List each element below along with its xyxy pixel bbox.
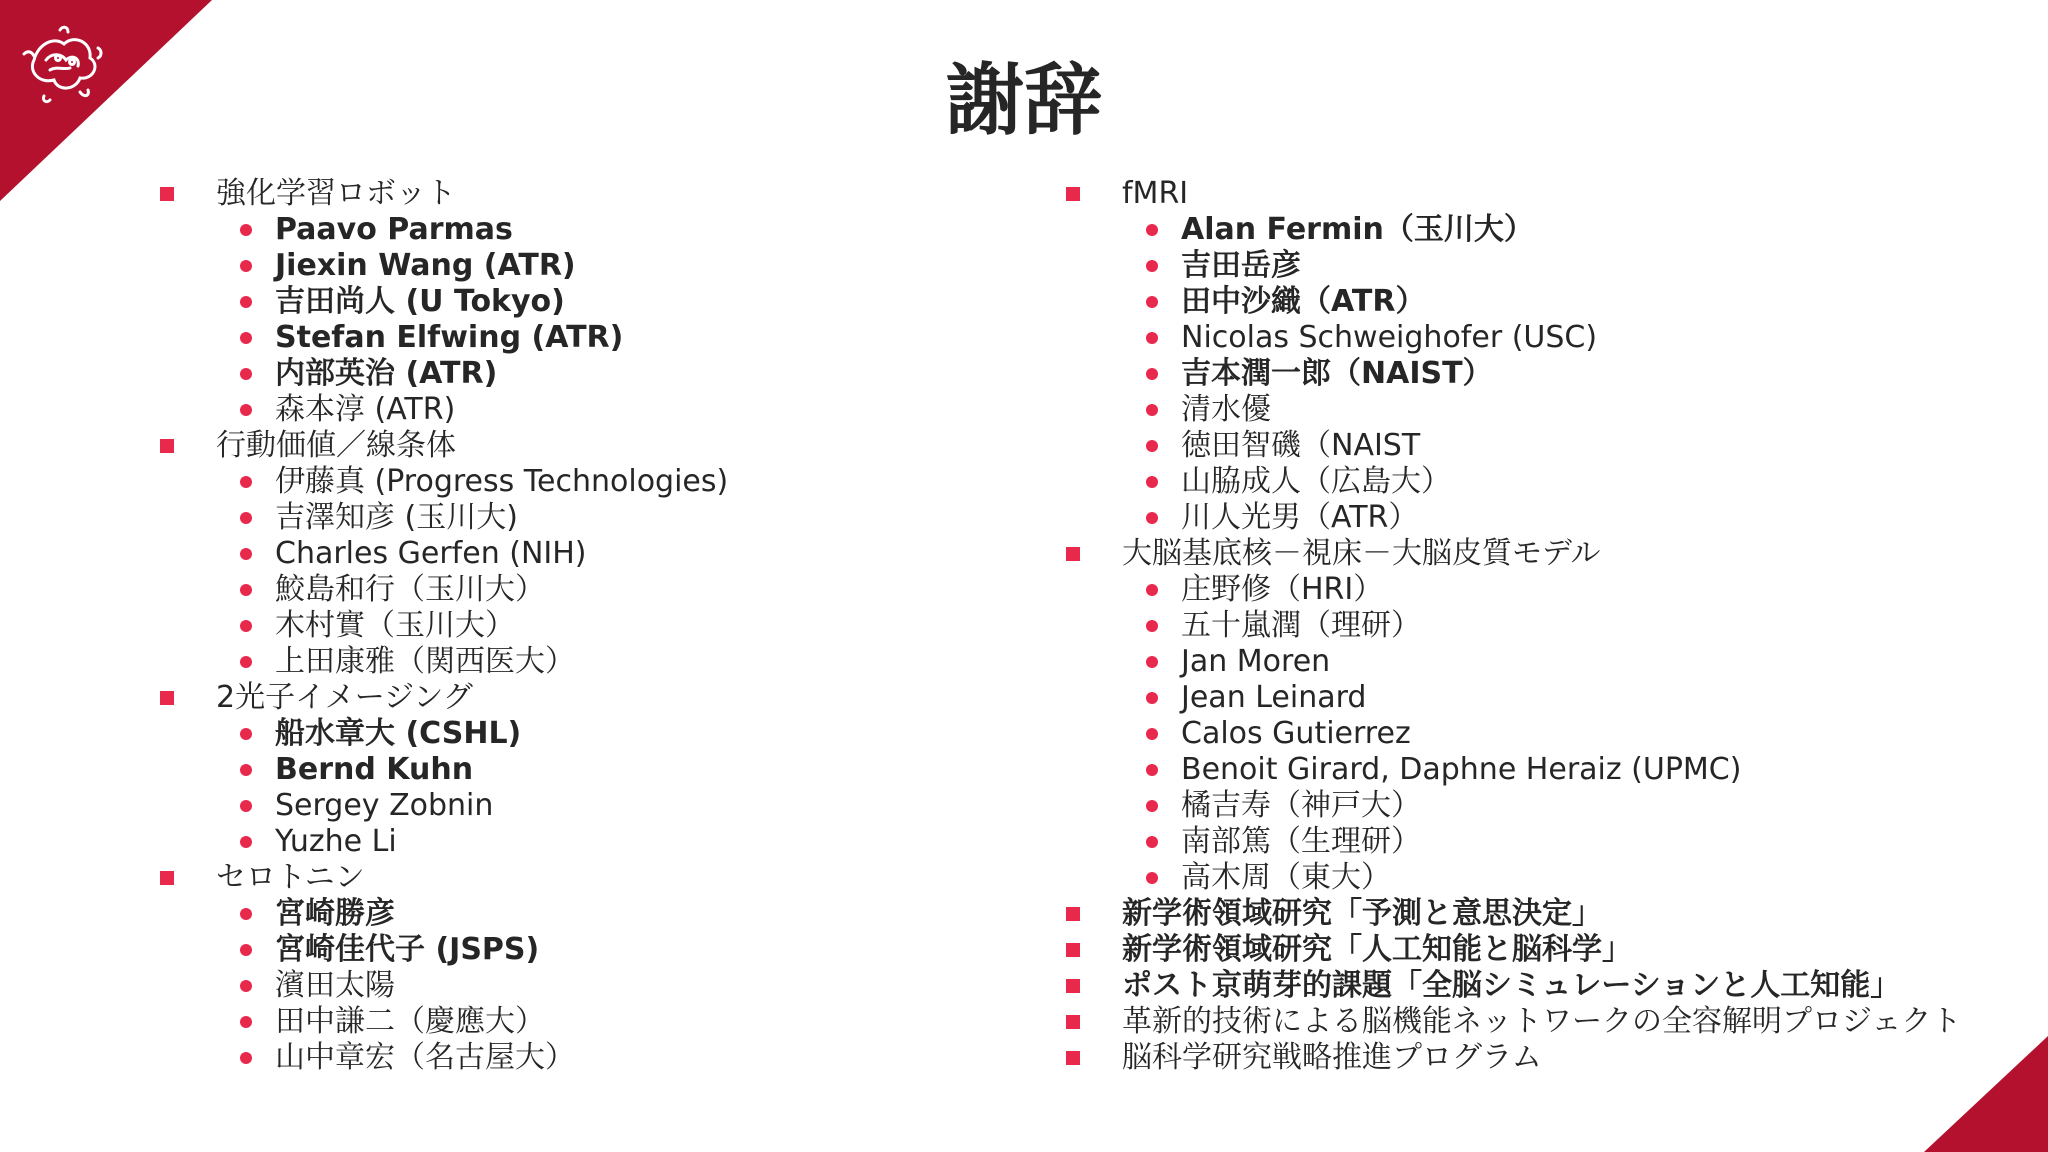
project-heading-text: 新学術領域研究「予測と意思決定」: [1122, 896, 1602, 931]
section: [1066, 176, 2026, 536]
round-bullet-icon: [240, 764, 252, 776]
square-bullet-icon: [1066, 1051, 1080, 1065]
list-item: [1146, 680, 2026, 716]
list-item-text: Benoit Girard, Daphne Heraiz (UPMC): [1181, 752, 1742, 787]
section-heading-text: fMRI: [1122, 176, 1189, 211]
section-heading-text: 大脳基底核－視床－大脳皮質モデル: [1122, 536, 1601, 571]
list-item: [240, 248, 1040, 284]
project-heading-text: 革新的技術による脳機能ネットワークの全容解明プロジェクト: [1122, 1004, 1962, 1039]
project-heading-text: ポスト京萌芽的課題「全脳シミュレーションと人工知能」: [1122, 968, 1901, 1003]
square-bullet-icon: [160, 439, 174, 453]
round-bullet-icon: [240, 224, 252, 236]
list-item-text: 徳田智磯（NAIST: [1181, 428, 1421, 463]
round-bullet-icon: [1146, 728, 1158, 740]
round-bullet-icon: [240, 584, 252, 596]
section: [160, 860, 1040, 1076]
round-bullet-icon: [240, 512, 252, 524]
list-item-text: Alan Fermin（玉川大）: [1181, 212, 1534, 247]
list-item: [240, 644, 1040, 680]
list-item: [1146, 320, 2026, 356]
round-bullet-icon: [240, 656, 252, 668]
round-bullet-icon: [240, 800, 252, 812]
round-bullet-icon: [240, 728, 252, 740]
round-bullet-icon: [240, 260, 252, 272]
list-item-text: 木村實（玉川大）: [275, 608, 515, 643]
list-item-text: 五十嵐潤（理研）: [1181, 608, 1421, 643]
section-heading: [160, 428, 1040, 464]
section: [1066, 536, 2026, 896]
list-item-text: 橘吉寿（神戸大）: [1181, 788, 1421, 823]
list-item-text: 鮫島和行（玉川大）: [275, 572, 545, 607]
list-item-text: 吉澤知彦 (玉川大): [275, 500, 518, 535]
round-bullet-icon: [240, 1016, 252, 1028]
round-bullet-icon: [240, 368, 252, 380]
list-item-text: 庄野修（HRI）: [1181, 572, 1384, 607]
section-heading: [160, 176, 1040, 212]
list-item: [240, 320, 1040, 356]
list-item-text: 船水章大 (CSHL): [275, 716, 522, 751]
list-item: [240, 392, 1040, 428]
list-item-text: 川人光男（ATR）: [1181, 500, 1419, 535]
project-heading: [1066, 932, 2026, 968]
list-item: [240, 824, 1040, 860]
list-item-text: Calos Gutierrez: [1181, 716, 1411, 751]
round-bullet-icon: [240, 296, 252, 308]
list-item: [240, 284, 1040, 320]
list-item-text: 宮崎佳代子 (JSPS): [275, 932, 540, 967]
list-item: [1146, 356, 2026, 392]
list-item: [240, 968, 1040, 1004]
project-item: [1066, 968, 2026, 1004]
list-item: [1146, 248, 2026, 284]
round-bullet-icon: [1146, 332, 1158, 344]
round-bullet-icon: [240, 944, 252, 956]
square-bullet-icon: [160, 691, 174, 705]
section: [160, 176, 1040, 428]
list-item: [240, 212, 1040, 248]
round-bullet-icon: [1146, 296, 1158, 308]
square-bullet-icon: [1066, 1015, 1080, 1029]
section-heading: [160, 860, 1040, 896]
round-bullet-icon: [1146, 368, 1158, 380]
round-bullet-icon: [1146, 404, 1158, 416]
acknowledgement-list-left: [160, 176, 1040, 1076]
round-bullet-icon: [1146, 656, 1158, 668]
list-item: [1146, 608, 2026, 644]
square-bullet-icon: [1066, 943, 1080, 957]
page-title: 謝辞: [945, 56, 1102, 146]
list-item-text: 山中章宏（名古屋大）: [275, 1040, 575, 1075]
list-item: [240, 356, 1040, 392]
round-bullet-icon: [240, 980, 252, 992]
list-item: [240, 608, 1040, 644]
round-bullet-icon: [1146, 836, 1158, 848]
square-bullet-icon: [160, 871, 174, 885]
round-bullet-icon: [1146, 692, 1158, 704]
section-heading: [1066, 176, 2026, 212]
right-column: [1066, 176, 2026, 1076]
list-item-text: Nicolas Schweighofer (USC): [1181, 320, 1598, 355]
round-bullet-icon: [1146, 764, 1158, 776]
section: [160, 680, 1040, 860]
list-item-text: 高木周（東大）: [1181, 860, 1391, 895]
list-item-text: 内部英治 (ATR): [275, 356, 498, 391]
name-list: [240, 464, 1040, 680]
list-item: [1146, 212, 2026, 248]
list-item-text: 南部篤（生理研）: [1181, 824, 1421, 859]
section-heading: [160, 680, 1040, 716]
list-item: [1146, 284, 2026, 320]
list-item-text: 田中沙織（ATR）: [1181, 284, 1426, 319]
round-bullet-icon: [1146, 476, 1158, 488]
list-item: [240, 896, 1040, 932]
round-bullet-icon: [1146, 260, 1158, 272]
list-item: [1146, 824, 2026, 860]
list-item: [1146, 500, 2026, 536]
round-bullet-icon: [240, 332, 252, 344]
list-item: [240, 788, 1040, 824]
project-heading-text: 新学術領域研究「人工知能と脳科学」: [1122, 932, 1632, 967]
section-heading: [1066, 536, 2026, 572]
project-item: [1066, 1040, 2026, 1076]
list-item: [240, 464, 1040, 500]
square-bullet-icon: [1066, 907, 1080, 921]
list-item-text: 伊藤真 (Progress Technologies): [275, 464, 729, 499]
project-heading-text: 脳科学研究戦略推進プログラム: [1122, 1040, 1542, 1075]
left-column: [160, 176, 1040, 1076]
list-item: [240, 1004, 1040, 1040]
list-item-text: 宮崎勝彦: [275, 896, 395, 931]
round-bullet-icon: [240, 908, 252, 920]
square-bullet-icon: [1066, 547, 1080, 561]
round-bullet-icon: [1146, 224, 1158, 236]
list-item-text: 清水優: [1181, 392, 1271, 427]
round-bullet-icon: [1146, 800, 1158, 812]
list-item-text: Jiexin Wang (ATR): [275, 248, 576, 283]
list-item: [1146, 392, 2026, 428]
round-bullet-icon: [240, 404, 252, 416]
round-bullet-icon: [240, 836, 252, 848]
list-item: [1146, 788, 2026, 824]
round-bullet-icon: [1146, 620, 1158, 632]
project-heading: [1066, 896, 2026, 932]
list-item-text: 上田康雅（関西医大）: [275, 644, 575, 679]
list-item-text: 山脇成人（広島大）: [1181, 464, 1451, 499]
list-item-text: Bernd Kuhn: [275, 752, 474, 787]
list-item: [1146, 572, 2026, 608]
list-item-text: 吉田尚人 (U Tokyo): [275, 284, 565, 319]
list-item-text: Stefan Elfwing (ATR): [275, 320, 624, 355]
square-bullet-icon: [1066, 187, 1080, 201]
list-item-text: 濱田太陽: [275, 968, 395, 1003]
section-heading-text: 行動価値／線条体: [216, 428, 456, 463]
section: [160, 428, 1040, 680]
list-item-text: Paavo Parmas: [275, 212, 513, 247]
list-item-text: Jean Leinard: [1181, 680, 1367, 715]
list-item-text: Jan Moren: [1181, 644, 1331, 679]
list-item: [240, 500, 1040, 536]
list-item: [1146, 464, 2026, 500]
section-heading-text: 強化学習ロボット: [216, 176, 456, 211]
list-item-text: Charles Gerfen (NIH): [275, 536, 587, 571]
name-list: [240, 212, 1040, 428]
list-item: [240, 536, 1040, 572]
list-item-text: 吉本潤一郎（NAIST）: [1181, 356, 1493, 391]
round-bullet-icon: [240, 620, 252, 632]
name-list: [1146, 572, 2026, 896]
list-item: [240, 716, 1040, 752]
name-list: [1146, 212, 2026, 536]
square-bullet-icon: [1066, 979, 1080, 993]
list-item: [1146, 644, 2026, 680]
project-heading: [1066, 968, 2026, 1004]
section-heading-text: 2光子イメージング: [216, 680, 473, 715]
project-item: [1066, 932, 2026, 968]
list-item: [1146, 860, 2026, 896]
list-item-text: 田中謙二（慶應大）: [275, 1004, 545, 1039]
round-bullet-icon: [240, 476, 252, 488]
section-heading-text: セロトニン: [216, 860, 365, 895]
list-item-text: Sergey Zobnin: [275, 788, 494, 823]
list-item-text: Yuzhe Li: [275, 824, 397, 859]
list-item: [240, 572, 1040, 608]
project-item: [1066, 1004, 2026, 1040]
list-item: [240, 1040, 1040, 1076]
round-bullet-icon: [1146, 440, 1158, 452]
square-bullet-icon: [160, 187, 174, 201]
round-bullet-icon: [240, 548, 252, 560]
acknowledgement-list-right: [1066, 176, 2026, 1076]
list-item: [240, 752, 1040, 788]
round-bullet-icon: [1146, 872, 1158, 884]
list-item-text: 森本淳 (ATR): [275, 392, 456, 427]
list-item: [1146, 716, 2026, 752]
round-bullet-icon: [240, 1052, 252, 1064]
name-list: [240, 896, 1040, 1076]
project-heading: [1066, 1004, 2026, 1040]
name-list: [240, 716, 1040, 860]
project-item: [1066, 896, 2026, 932]
list-item-text: 吉田岳彦: [1181, 248, 1301, 283]
round-bullet-icon: [1146, 584, 1158, 596]
round-bullet-icon: [1146, 512, 1158, 524]
list-item: [240, 932, 1040, 968]
list-item: [1146, 752, 2026, 788]
list-item: [1146, 428, 2026, 464]
project-heading: [1066, 1040, 2026, 1076]
